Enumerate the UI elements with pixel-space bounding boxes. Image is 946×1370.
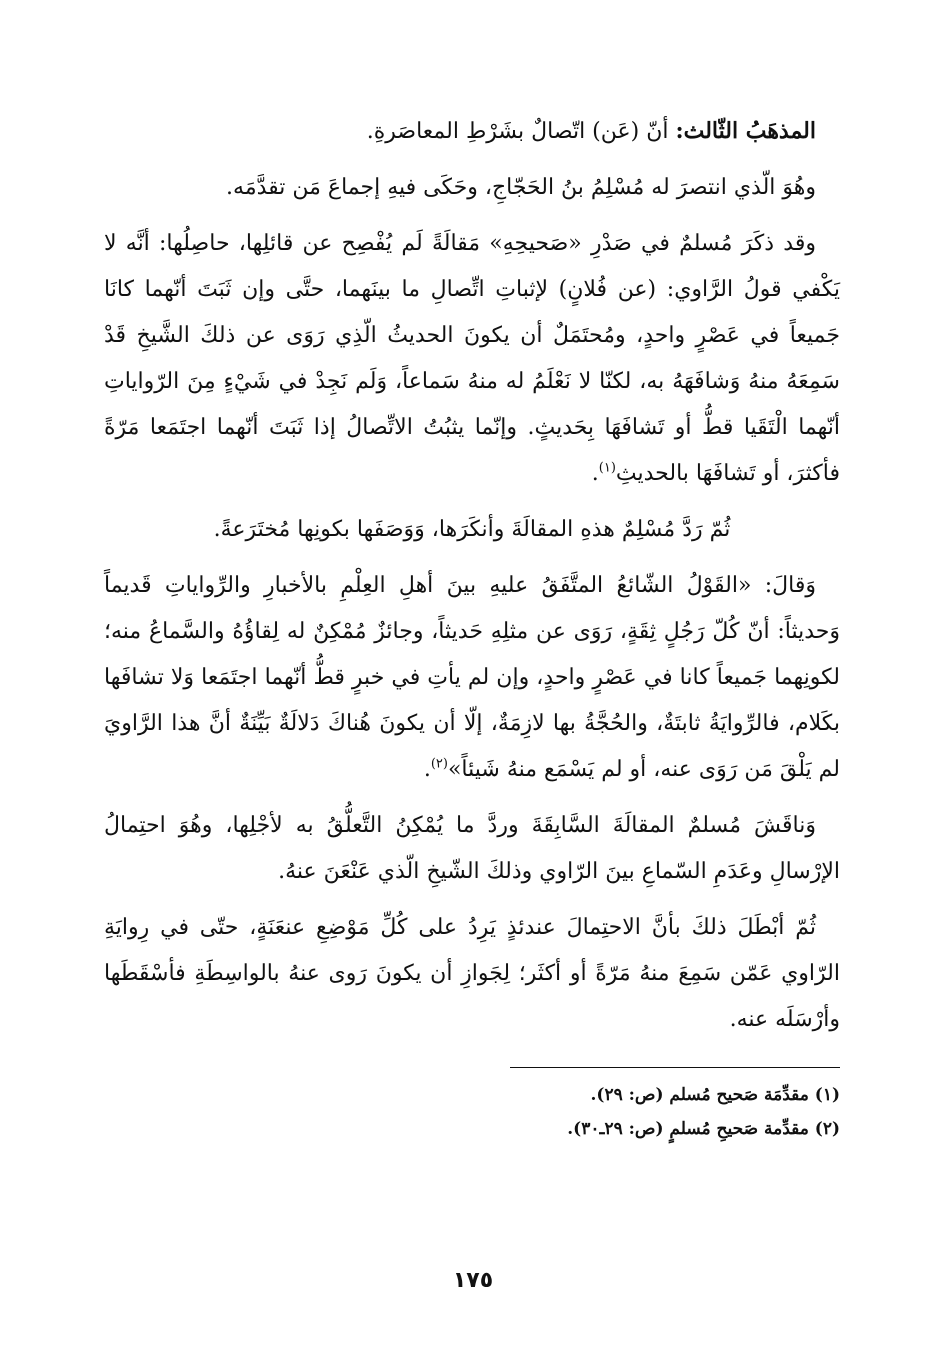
paragraph-3-tail: .	[591, 461, 599, 486]
footnote-ref-2[interactable]: (٢)	[430, 756, 448, 772]
paragraph-2: وهُوَ الّذي انتصرَ له مُسْلِمُ بنُ الحَجّاجِ، وحَكَى فيهِ إجماعَ مَن تقدَّمَه.	[226, 175, 816, 200]
footnotes	[104, 1078, 840, 1146]
footnote-2: (٢) مقدِّمة صَحيحِ مُسلمٍ (ص: ٢٩ـ٣٠).	[567, 1119, 840, 1139]
page-number: ١٧٥	[452, 1268, 494, 1293]
paragraph-3-text: وقد ذكَرَ مُسلمٌ في صَدْرِ «صَحيحِهِ» مَقالَةً لَم يُفْصِح عن قائلِها، حاصِلُها: أنَّه لا يَكْفي قولُ الرَّاوي: (عن فُلانٍ) لإثباتِ اتِّصالِ ما بينَهما، حتَّى وإن ثَبَتَ أنّهما كانَا جَميعاً في عَصْرٍ واحدٍ، ومُحتَمَلٌ أن يكونَ الحديثُ الّذِي رَوَى عن ذلكَ الشَّيخِ قَدْ سَمِعَهُ منهُ وَشافَهَهُ به، لكنّا لا نَعْلَمُ له منهُ سَماعاً، وَلَم نَجِدْ في شَيْءٍ مِنَ الرّواياتِ أنّهما الْتَقَيا قطُّ أو تَشافَهَا بِحَديثٍ. وإنّما يثبُتُ الاتِّصالُ إذا ثَبَتَ أنّهما اجتَمَعا مَرّةً فأكثرَ، أو تَشافَهَا بالحديثِ	[104, 231, 840, 486]
paragraph-5-tail: .	[423, 757, 431, 782]
page-body	[104, 108, 840, 1146]
footnote-1: (١) مقدِّمَة صَحيح مُسلم (ص: ٢٩).	[590, 1085, 840, 1105]
footnote-separator	[510, 1067, 840, 1068]
paragraph-4: ثُمّ رَدَّ مُسْلِمٌ هذهِ المقالَةَ وأنكَرَها، وَوَصَفَها بكونِها مُختَرَعةً.	[213, 517, 731, 542]
paragraph-3	[104, 221, 840, 497]
paragraph-7: ثُمّ أبْطَلَ ذلكَ بأنَّ الاحتِمالَ عندئذٍ يَرِدُ على كُلِّ مَوْضِعِ عنعَنَةٍ، حتّى في رِوايَةِ الرّاوي عَمّن سَمِعَ منهُ مَرّةً أو أكثَر؛ لِجَوازِ أن يكونَ رَوى عنهُ بالواسِطَةِ فأسْقَطَها وأرْسَلَه عنه.	[104, 915, 840, 1032]
paragraph-1	[104, 108, 840, 155]
paragraph-5-text: وَقالَ: «القَوْلُ الشّائعُ المتَّفَقُ عليهِ بينَ أهلِ العِلْمِ بالأخبارِ والرِّواياتِ قَديماً وَحديثاً: أنّ كُلّ رَجُلٍ ثِقَةٍ، رَوَى عن مثلِهِ حَديثاً، وجائزٌ مُمْكِنٌ له لِقاؤُهُ والسَّماعُ منه؛ لكونِهما جَميعاً كانا في عَصْرٍ واحدٍ، وإن لم يأتِ في خبرٍ قطُّ أنّهما اجتَمَعا وَلا تشافَها بكَلام، فالرِّوايَةُ ثابتَةٌ، والحُجَّةُ بها لازِمَةٌ، إلّا أن يكونَ هُناكَ دَلالَةٌ بَيِّنَةٌ أنَّ هذا الرَّاويَ لم يَلْقَ مَن رَوَى عنه، أو لم يَسْمَع منهُ شَيئاً»	[104, 573, 840, 782]
paragraph-6: وَناقَشَ مُسلمٌ المقالَةَ السَّابِقَةَ وردَّ ما يُمْكِنُ التَّعلُّقُ به لأجْلِها، وهُوَ احتِمالُ الإرْسالِ وعَدَمِ السّماعِ بينَ الرّاوي وذلكَ الشّيخِ الّذي عَنْعَنَ عنهُ.	[104, 813, 840, 884]
footnote-ref-1[interactable]: (١)	[598, 460, 616, 476]
paragraph-1-text: أنّ (عَن) اتّصالٌ بشَرْطِ المعاصَرةِ.	[366, 119, 676, 144]
section-heading: المذهَبُ الثّالث:	[675, 118, 816, 144]
paragraph-5	[104, 563, 840, 793]
